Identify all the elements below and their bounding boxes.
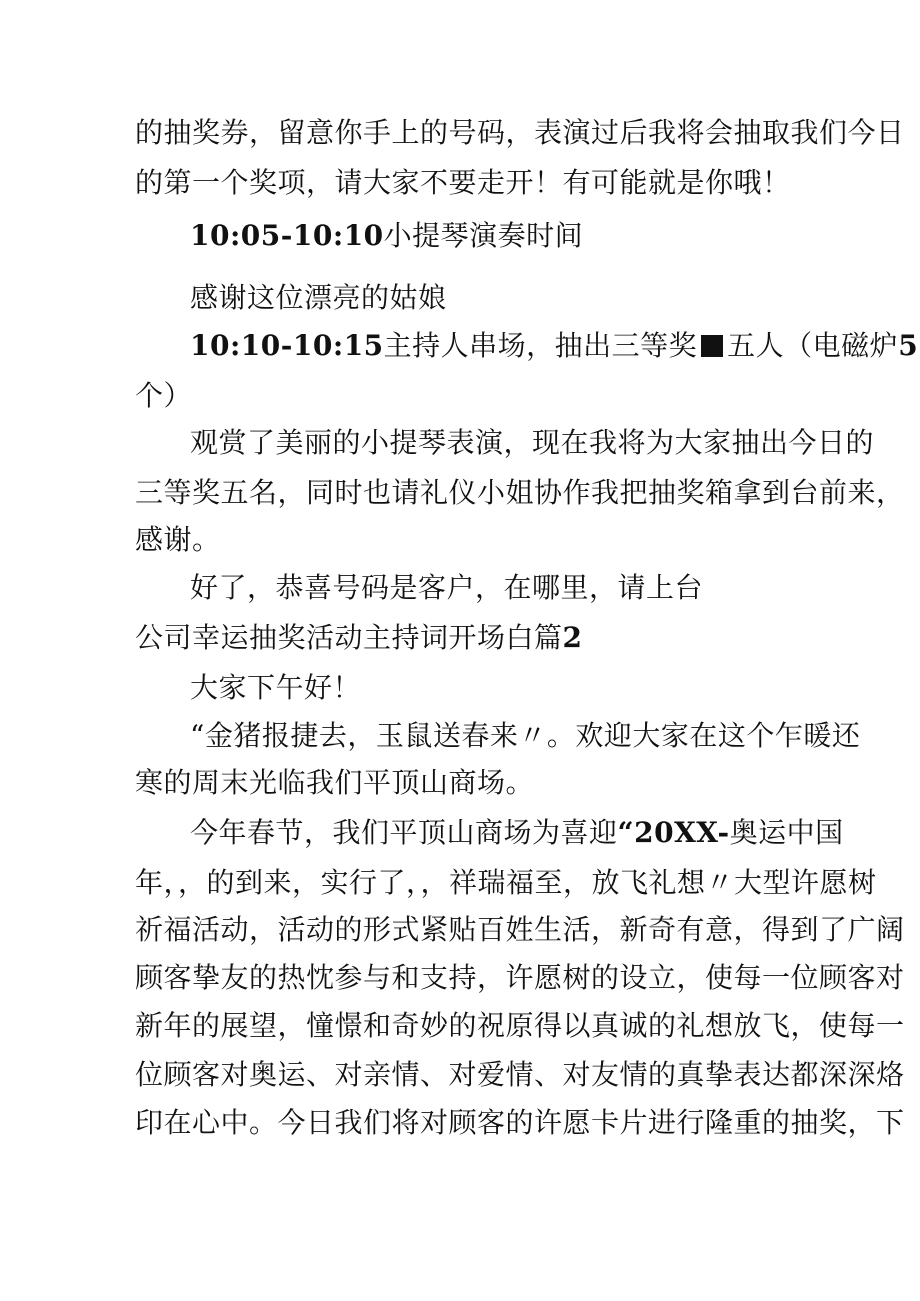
paragraph-4-line-1: “金猪报捷去，玉鼠送春来〃。欢迎大家在这个乍暖还 (190, 719, 861, 752)
paragraph-1-line-2: 的第一个奖项，请大家不要走开！有可能就是你哦！ (135, 166, 791, 199)
paragraph-5-line-4: 顾客挚友的热忱参与和支持，许愿树的设立，使每一位顾客对 (135, 961, 905, 994)
schedule-text-1: 小提琴演奏时间 (383, 219, 584, 252)
schedule-item-2-cont: 个） (135, 379, 193, 412)
schedule-time-1: 10:05-10:10 (190, 219, 384, 252)
section-heading (135, 620, 583, 656)
paragraph-5-line-3: 祈福活动，活动的形式紧贴百姓生活，新奇有意，得到了广阔 (135, 913, 905, 946)
paragraph-2-line-1: 观赏了美丽的小提琴表演，现在我将为大家抽出今日的 (190, 426, 875, 459)
paragraph-5-line-1c: 奥运中国 (729, 816, 844, 849)
schedule-item-2 (190, 328, 918, 364)
paragraph-3: 好了，恭喜号码是客户，在哪里，请上台 (190, 571, 704, 604)
thanks-line: 感谢这位漂亮的姑娘 (190, 281, 447, 314)
paragraph-5-line-1a: 今年春节，我们平顶山商场为喜迎 (190, 816, 618, 849)
paragraph-5-line-7: 印在心中。今日我们将对顾客的许愿卡片进行隆重的抽奖，下 (135, 1106, 905, 1139)
paragraph-2-line-2: 三等奖五名，同时也请礼仪小姐协作我把抽奖箱拿到台前来， (135, 476, 905, 509)
section-heading-number: 2 (562, 621, 583, 654)
schedule-count-2: 5 (898, 329, 919, 362)
section-heading-text: 公司幸运抽奖活动主持词开场白篇 (135, 621, 563, 654)
schedule-item-1 (190, 218, 583, 254)
paragraph-5-line-5: 新年的展望，憧憬和奇妙的祝原得以真诚的礼想放飞，使每一 (135, 1009, 905, 1042)
paragraph-2-line-3: 感谢。 (135, 523, 221, 556)
greeting: 大家下午好！ (190, 671, 362, 704)
paragraph-5-year: “20XX- (617, 816, 730, 849)
schedule-text-2b: 五人（电磁炉 (727, 329, 899, 362)
black-square-glyph (701, 335, 723, 357)
paragraph-5-line-6: 位顾客对奥运、对亲情、对爱情、对友情的真挚表达都深深烙 (135, 1058, 905, 1091)
schedule-time-2: 10:10-10:15 (190, 329, 384, 362)
paragraph-1-line-1: 的抽奖券，留意你手上的号码，表演过后我将会抽取我们今日 (135, 116, 905, 149)
paragraph-4-line-2: 寒的周末光临我们平顶山商场。 (135, 766, 535, 799)
paragraph-5-line-1 (190, 815, 844, 851)
schedule-text-2a: 主持人串场，抽出三等奖 (383, 329, 698, 362)
paragraph-5-line-2: 年，，的到来，实行了，，祥瑞福至，放飞礼想〃大型许愿树 (135, 866, 877, 899)
